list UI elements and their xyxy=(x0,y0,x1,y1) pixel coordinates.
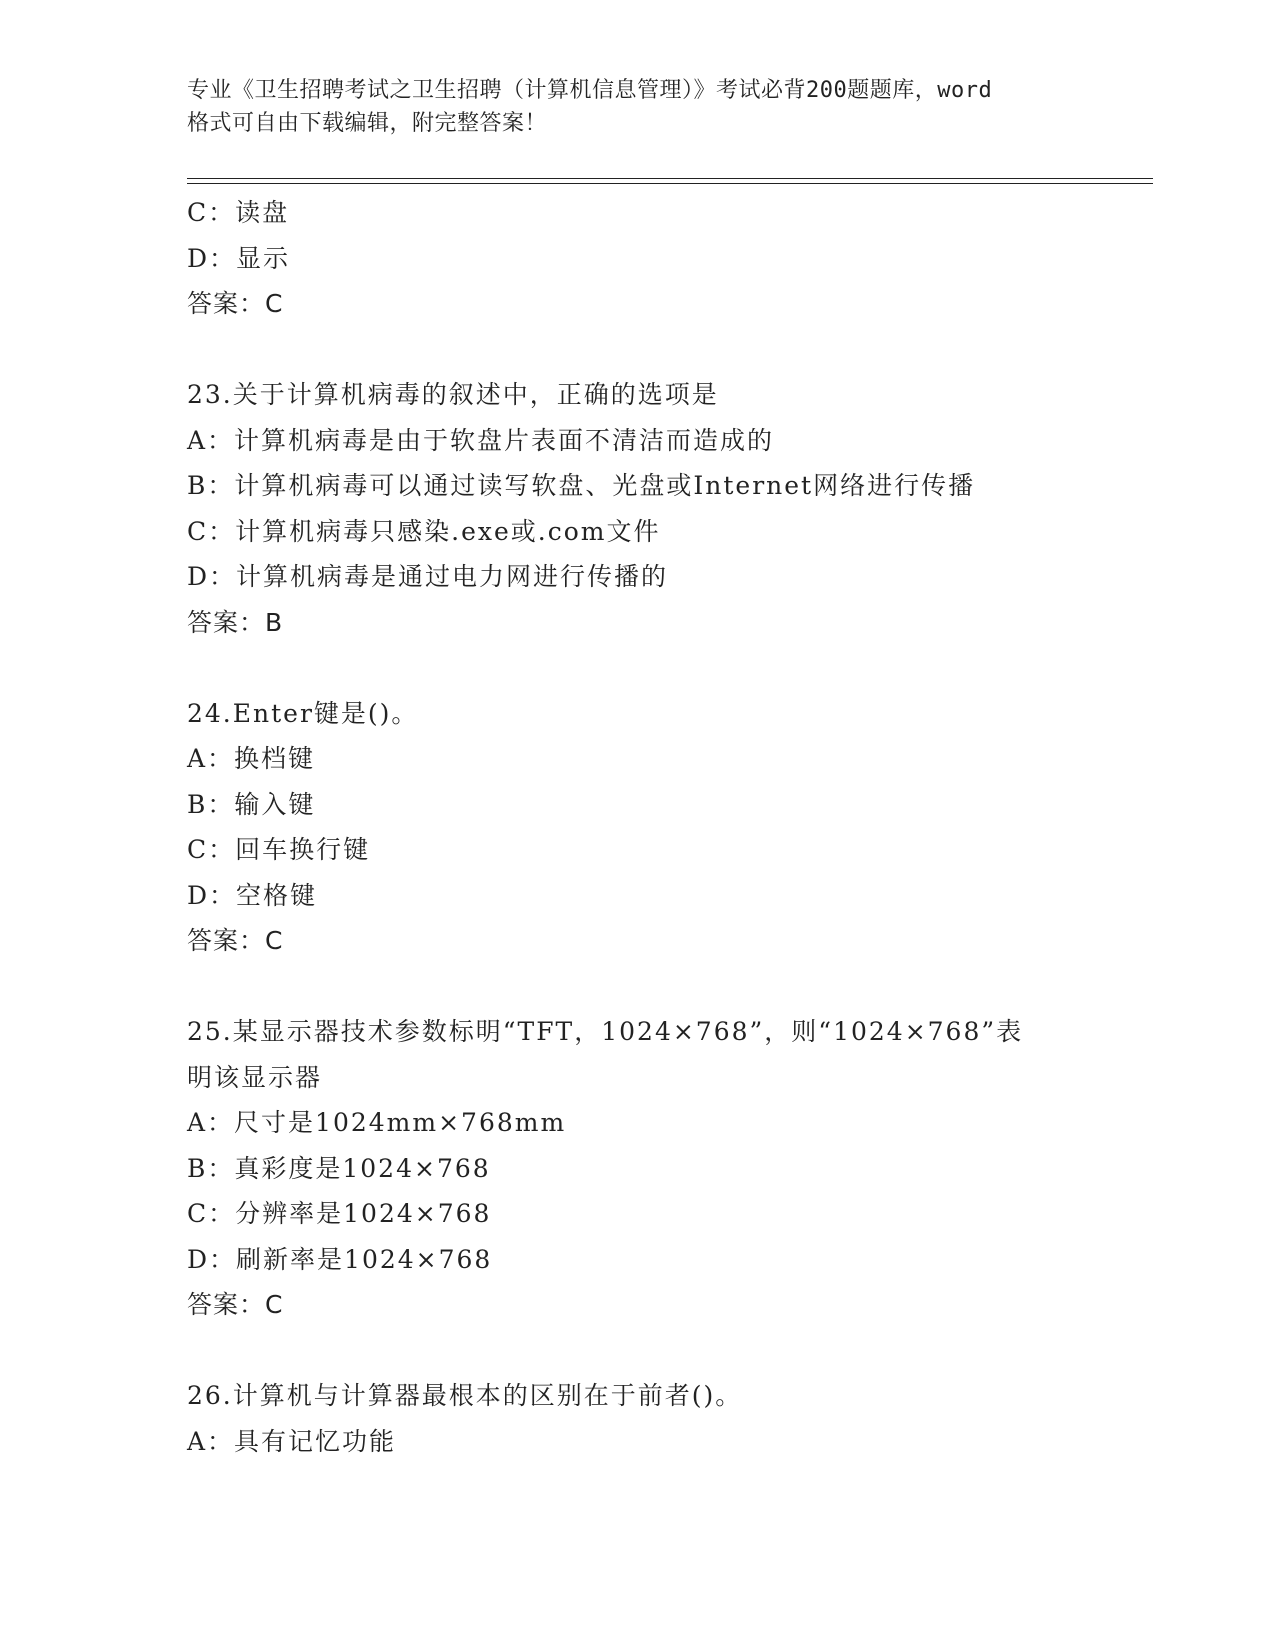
answer-line: 答案：C xyxy=(187,289,284,318)
option-c: C：分辨率是1024×768 xyxy=(187,1199,492,1228)
question-stem: 26.计算机与计算器最根本的区别在于前者()。 xyxy=(187,1381,743,1410)
question-stem: 23.关于计算机病毒的叙述中，正确的选项是 xyxy=(187,380,719,409)
document-header xyxy=(187,74,1087,140)
spacer xyxy=(187,1328,1147,1374)
header-line-1: 专业《卫生招聘考试之卫生招聘（计算机信息管理）》考试必背200题题库，word xyxy=(187,78,993,103)
header-divider-top xyxy=(187,178,1153,179)
option-d: D：空格键 xyxy=(187,880,318,910)
question-stem: 24.Enter键是()。 xyxy=(187,698,419,728)
question-22-continued xyxy=(187,190,1147,327)
option-a: A：计算机病毒是由于软盘片表面不清洁而造成的 xyxy=(187,425,775,455)
spacer xyxy=(187,964,1147,1010)
option-b: B：输入键 xyxy=(187,789,316,819)
option-c: C：计算机病毒只感染.exe或.com文件 xyxy=(187,516,661,546)
option-a: A：换档键 xyxy=(187,744,316,773)
option-d: D：计算机病毒是通过电力网进行传播的 xyxy=(187,562,669,591)
spacer xyxy=(187,327,1147,373)
option-b: B：计算机病毒可以通过读写软盘、光盘或Internet网络进行传播 xyxy=(187,471,976,500)
answer-line: 答案：C xyxy=(187,1290,284,1319)
option-a: A：具有记忆功能 xyxy=(187,1426,397,1456)
document-body xyxy=(187,190,1147,1464)
question-stem: 25.某显示器技术参数标明“TFT，1024×768”，则“1024×768”表 xyxy=(187,1017,1024,1046)
option-a: A：尺寸是1024mm×768mm xyxy=(187,1108,567,1137)
spacer xyxy=(187,645,1147,691)
option-d: D：刷新率是1024×768 xyxy=(187,1244,493,1274)
header-line-2: 格式可自由下载编辑，附完整答案！ xyxy=(187,111,548,136)
option-c: C：回车换行键 xyxy=(187,835,371,864)
answer-line: 答案：B xyxy=(187,607,284,637)
answer-line: 答案：C xyxy=(187,926,284,955)
question-26 xyxy=(187,1373,1147,1464)
question-25 xyxy=(187,1009,1147,1328)
option-b: B：真彩度是1024×768 xyxy=(187,1153,491,1183)
header-divider-bottom xyxy=(187,183,1153,184)
option-c: C：读盘 xyxy=(187,198,290,227)
question-24 xyxy=(187,691,1147,964)
question-stem-continued: 明该显示器 xyxy=(187,1062,323,1092)
question-23 xyxy=(187,372,1147,645)
option-d: D：显示 xyxy=(187,243,291,273)
